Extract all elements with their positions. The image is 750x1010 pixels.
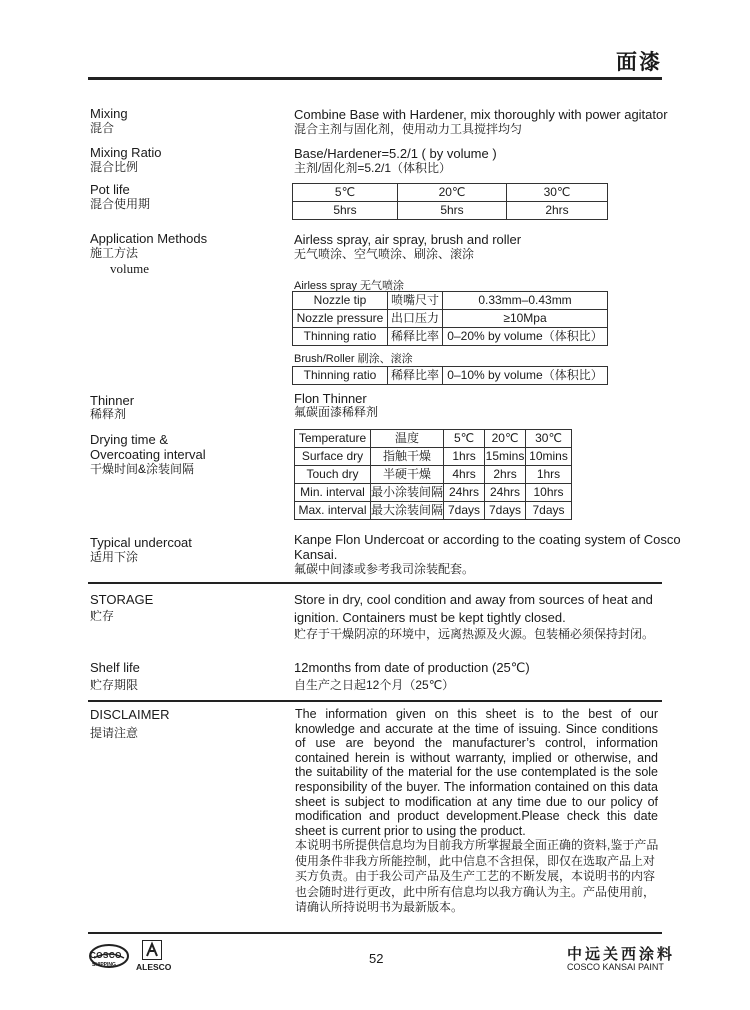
disclaimer-label: DISCLAIMER — [90, 707, 170, 722]
drying-label: Drying time & — [90, 432, 169, 447]
application-value: Airless spray, air spray, brush and roller — [294, 232, 522, 247]
mixing-ratio-value: Base/Hardener=5.2/1 ( by volume ) — [294, 146, 497, 161]
page-number: 52 — [369, 951, 384, 966]
drying-cell: 7days — [444, 502, 485, 520]
pot-life-temp-cell: 20℃ — [398, 184, 507, 202]
drying-cell: 指触干燥 — [371, 448, 444, 466]
undercoat-value-2: Kansai. — [294, 547, 338, 562]
drying-cell: 最小涂装间隔 — [371, 484, 444, 502]
undercoat-value-zh: 氟碳中间漆或参考我司涂装配套。 — [294, 562, 475, 576]
drying-cell: 1hrs — [444, 448, 485, 466]
airless-param: Nozzle tip — [293, 292, 388, 310]
mixing-ratio-value-zh: 主剂/固化剂=5.2/1（体积比） — [294, 161, 452, 175]
storage-label: STORAGE — [90, 592, 154, 607]
drying-cell: 1hrs — [526, 466, 572, 484]
drying-cell: 15mins — [485, 448, 526, 466]
application-label: Application Methods — [90, 231, 208, 246]
drying-cell: Touch dry — [295, 466, 371, 484]
storage-label-zh: 贮存 — [90, 609, 115, 623]
footer-rule — [88, 932, 662, 934]
alesco-logo — [136, 940, 174, 974]
drying-cell: 7days — [526, 502, 572, 520]
mixing-ratio-label-zh: 混合比例 — [90, 160, 139, 174]
pot-life-label: Pot life — [90, 182, 130, 197]
brush-title: Brush/Roller 刷涂、滚涂 — [294, 353, 413, 365]
company-name-zh: 中远关西涂料 — [567, 946, 676, 963]
shelf-life-value-zh: 自生产之日起12个月（25℃） — [294, 678, 455, 692]
drying-cell: Surface dry — [295, 448, 371, 466]
airless-value: 0–20% by volume（体积比） — [443, 328, 608, 346]
mixing-value-zh: 混合主剂与固化剂，使用动力工具搅拌均匀 — [294, 122, 523, 136]
pot-life-label-zh: 混合使用期 — [90, 197, 151, 211]
drying-table — [294, 429, 572, 520]
brush-param-zh: 稀释比率 — [388, 367, 443, 385]
drying-header-cell: 20℃ — [485, 430, 526, 448]
shelf-life-value: 12months from date of production (25℃) — [294, 660, 530, 675]
company-name-en: COSCO KANSAI PAINT — [567, 962, 664, 972]
airless-value: ≥10Mpa — [443, 310, 608, 328]
pot-life-value-cell: 5hrs — [293, 202, 398, 220]
alesco-logo-mark — [142, 940, 162, 960]
drying-header-cell: 温度 — [371, 430, 444, 448]
brush-value: 0–10% by volume（体积比） — [443, 367, 608, 385]
airless-param: Thinning ratio — [293, 328, 388, 346]
storage-value-2: ignition. Containers must be kept tightly closed. — [294, 610, 566, 625]
airless-value: 0.33mm–0.43mm — [443, 292, 608, 310]
drying-label-zh: 干燥时间&涂装间隔 — [90, 462, 195, 476]
drying-cell: Max. interval — [295, 502, 371, 520]
drying-cell: Min. interval — [295, 484, 371, 502]
cosco-shipping-logo — [88, 942, 130, 972]
airless-param-zh: 出口压力 — [388, 310, 443, 328]
storage-value-zh: 贮存于干燥阴凉的环境中，远离热源及火源。包装桶必须保持封闭。 — [294, 627, 655, 641]
drying-cell: 7days — [485, 502, 526, 520]
drying-header-cell: Temperature — [295, 430, 371, 448]
drying-cell: 24hrs — [444, 484, 485, 502]
undercoat-label-zh: 适用下涂 — [90, 550, 139, 564]
drying-header-cell: 30℃ — [526, 430, 572, 448]
disclaimer-text: The information given on this sheet is to the best of our knowledge and accurate at the time of issuing. Since conditions of use are beyond the manufacturer’s control, information contained herein is without warranty, implied or otherwise, and the suitability of the material for the use contemplated is the sole responsibility of the buyer. The information contained on this data sheet is subject to modification at any time due to our policy of modification and product development.Please check this date sheet is current prior to using the product. — [295, 707, 658, 838]
drying-header-cell: 5℃ — [444, 430, 485, 448]
pot-life-temp-cell: 5℃ — [293, 184, 398, 202]
airless-title: Airless spray 无气喷涂 — [294, 280, 405, 292]
thinner-value-zh: 氟碳面漆稀释剂 — [294, 405, 379, 419]
mixing-label: Mixing — [90, 106, 128, 121]
undercoat-label: Typical undercoat — [90, 535, 192, 550]
alesco-logo-text: ALESCO — [136, 962, 172, 972]
brush-table — [292, 366, 608, 385]
application-value-zh: 无气喷涂、空气喷涂、刷涂、滚涂 — [294, 247, 475, 261]
mixing-label-zh: 混合 — [90, 121, 115, 135]
drying-cell: 半硬干燥 — [371, 466, 444, 484]
thinner-label: Thinner — [90, 393, 135, 408]
pot-life-value-cell: 5hrs — [398, 202, 507, 220]
page-title: 面漆 — [616, 51, 662, 74]
application-label-zh: 施工方法 — [90, 246, 139, 260]
pot-life-temp-cell: 30℃ — [507, 184, 608, 202]
thinner-value: Flon Thinner — [294, 391, 367, 406]
header-rule — [88, 77, 662, 80]
disclaimer-rule — [88, 700, 662, 702]
drying-cell: 4hrs — [444, 466, 485, 484]
airless-param-zh: 稀释比率 — [388, 328, 443, 346]
disclaimer-text-zh: 本说明书所提供信息均为目前我方所掌握最全面正确的资料,鉴于产品使用条件非我方所能控制，此中信息不含担保，即仅在选取产品上对买方负责。由于我公司产品及生产工艺的不断发展，本说明书的内容也会随时进行更改，此中所有信息均以我方确认为主。产品使用前，请确认所持说明书为最新版本。 — [295, 838, 659, 914]
drying-cell: 24hrs — [485, 484, 526, 502]
shelf-life-label: Shelf life — [90, 660, 140, 675]
thinner-label-zh: 稀释剂 — [90, 407, 127, 421]
drying-cell: 10hrs — [526, 484, 572, 502]
drying-cell: 最大涂装间隔 — [371, 502, 444, 520]
pot-life-table — [292, 183, 608, 220]
storage-value: Store in dry, cool condition and away from sources of heat and — [294, 592, 653, 607]
storage-rule — [88, 582, 662, 584]
cosco-logo-text: COSCO — [90, 951, 122, 960]
disclaimer-label-zh: 提请注意 — [90, 726, 139, 740]
airless-param: Nozzle pressure — [293, 310, 388, 328]
mixing-value: Combine Base with Hardener, mix thoroughly with power agitator — [294, 107, 668, 122]
drying-cell: 2hrs — [485, 466, 526, 484]
shelf-life-label-zh: 贮存期限 — [90, 678, 139, 692]
drying-label-2: Overcoating interval — [90, 447, 206, 462]
application-label-note: volume — [110, 261, 149, 276]
cosco-logo-sub: SHIPPING — [92, 962, 116, 968]
mixing-ratio-label: Mixing Ratio — [90, 145, 162, 160]
airless-param-zh: 喷嘴尺寸 — [388, 292, 443, 310]
airless-table — [292, 291, 608, 346]
brush-param: Thinning ratio — [293, 367, 388, 385]
undercoat-value: Kanpe Flon Undercoat or according to the coating system of Cosco — [294, 532, 681, 547]
pot-life-value-cell: 2hrs — [507, 202, 608, 220]
drying-cell: 10mins — [526, 448, 572, 466]
